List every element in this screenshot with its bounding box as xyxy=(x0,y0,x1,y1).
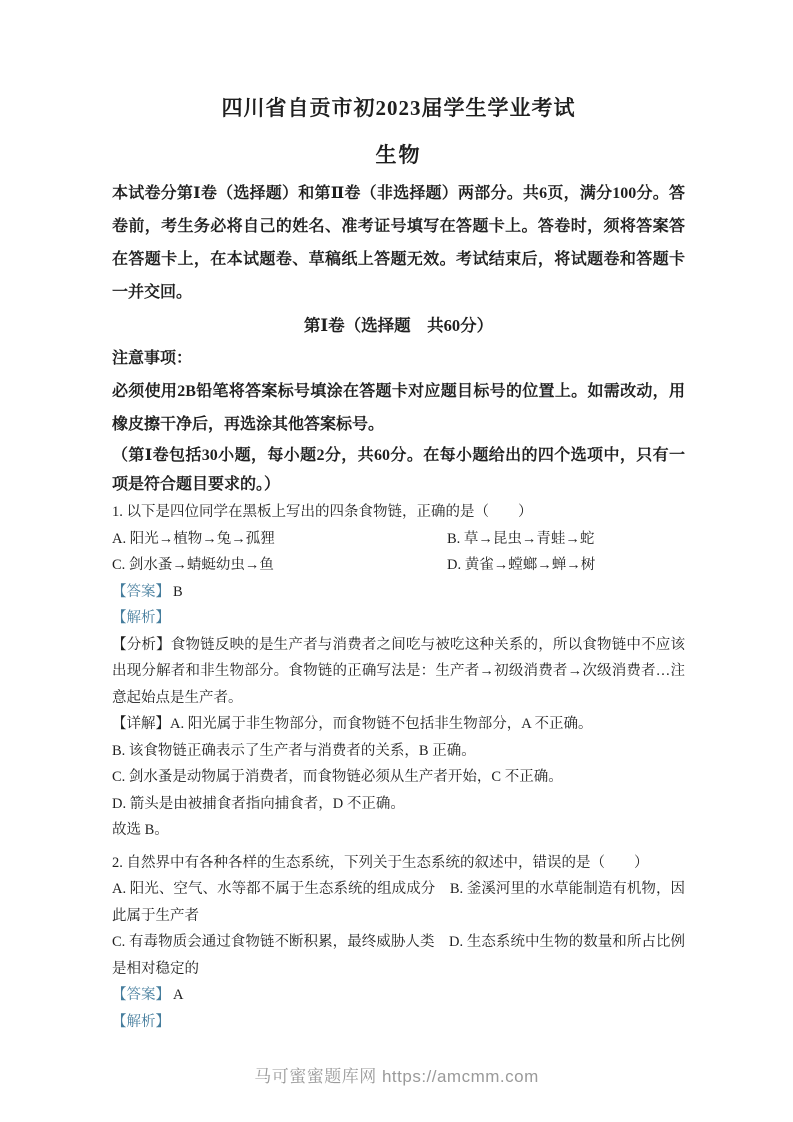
footer-watermark: 马可蜜蜜题库网 https://amcmm.com xyxy=(254,1067,539,1086)
q1-explanation-label: 【解析】 xyxy=(112,610,170,626)
q1-answer-label: 【答案】 xyxy=(112,583,170,600)
exam-subject: 生物 xyxy=(375,143,422,167)
page-title: 四川省自贡市初2023届学生学业考试 xyxy=(221,96,576,120)
q1-analysis: 【分析】食物链反映的是生产者与消费者之间吃与被吃这种关系的，所以食物链中不应该出现分解者和非生物部分。食物链的正确写法是：生产者→初级消费者→次级消费者…注意起始点是生产者。 xyxy=(112,636,685,706)
q1-detail-d: D. 箭头是由被捕食者指向捕食者，D 不正确。 xyxy=(112,795,405,812)
exam-intro: 本试卷分第Ⅰ卷（选择题）和第Ⅱ卷（非选择题）两部分。共6页，满分100分。答卷前，考生务必将自己的姓名、准考证号填写在答题卡上。答卷时，须将答案答在答题卡上，在本试题卷、草稿纸上答题无效。考试结束后，将试题卷和答题卡一并交回。 xyxy=(112,185,685,301)
q1-options-row-2 xyxy=(112,552,685,579)
q1-explanation-line xyxy=(112,605,685,632)
q2-answer-line xyxy=(112,982,685,1009)
q2-explanation-line xyxy=(112,1009,685,1036)
q1-option-a: A. 阳光→植物→兔→孤狸 xyxy=(112,530,275,547)
questions-block xyxy=(112,499,685,1035)
q1-answer-value: B xyxy=(173,583,183,600)
q1-detail-b: B. 该食物链正确表示了生产者与消费者的关系，B 正确。 xyxy=(112,742,476,759)
q1-options-row-1 xyxy=(112,526,685,553)
q2-answer-value: A xyxy=(173,987,184,1003)
q1-answer-line xyxy=(112,579,685,606)
q1-conclusion: 故选 B。 xyxy=(112,822,169,838)
q2-explanation-label: 【解析】 xyxy=(112,1013,170,1030)
q2-options-line-2: C. 有毒物质会通过食物链不断积累，最终威胁人类 D. 生态系统中生物的数量和所占比例是相对稳定的 xyxy=(112,934,685,977)
section-1-title: 第Ⅰ卷（选择题 共60分） xyxy=(303,316,494,335)
notice-heading: 注意事项： xyxy=(112,350,193,367)
q1-detail-a: 【详解】A. 阳光属于非生物部分，而食物链不包括非生物部分，A 不正确。 xyxy=(112,716,593,732)
q2-answer-label: 【答案】 xyxy=(112,987,170,1003)
q1-option-b: B. 草→昆虫→青蛙→蛇 xyxy=(447,530,595,547)
notice-body: 必须使用2B铅笔将答案标号填涂在答题卡对应题目标号的位置上。如需改动，用橡皮擦干净后，再选涂其他答案标号。 xyxy=(112,383,685,433)
question-1-stem: 1. 以下是四位同学在黑板上写出的四条食物链，正确的是（ ） xyxy=(112,504,533,520)
question-2-stem: 2. 自然界中有各种各样的生态系统，下列关于生态系统的叙述中，错误的是（ ） xyxy=(112,854,649,871)
q1-option-d: D. 黄雀→螳螂→蝉→树 xyxy=(447,557,596,573)
exam-content xyxy=(112,0,685,1035)
q1-option-c: C. 剑水蚤→蜻蜓幼虫→鱼 xyxy=(112,557,274,573)
section-1-instructions: （第Ⅰ卷包括30小题，每小题2分，共60分。在每小题给出的四个选项中，只有一项是符合题目要求的。） xyxy=(112,447,685,493)
q1-detail-c: C. 剑水蚤是动物属于消费者，而食物链必须从生产者开始，C 不正确。 xyxy=(112,769,563,785)
q2-options-line-1: A. 阳光、空气、水等都不属于生态系统的组成成分 B. 釜溪河里的水草能制造有机物，因此属于生产者 xyxy=(112,881,685,924)
